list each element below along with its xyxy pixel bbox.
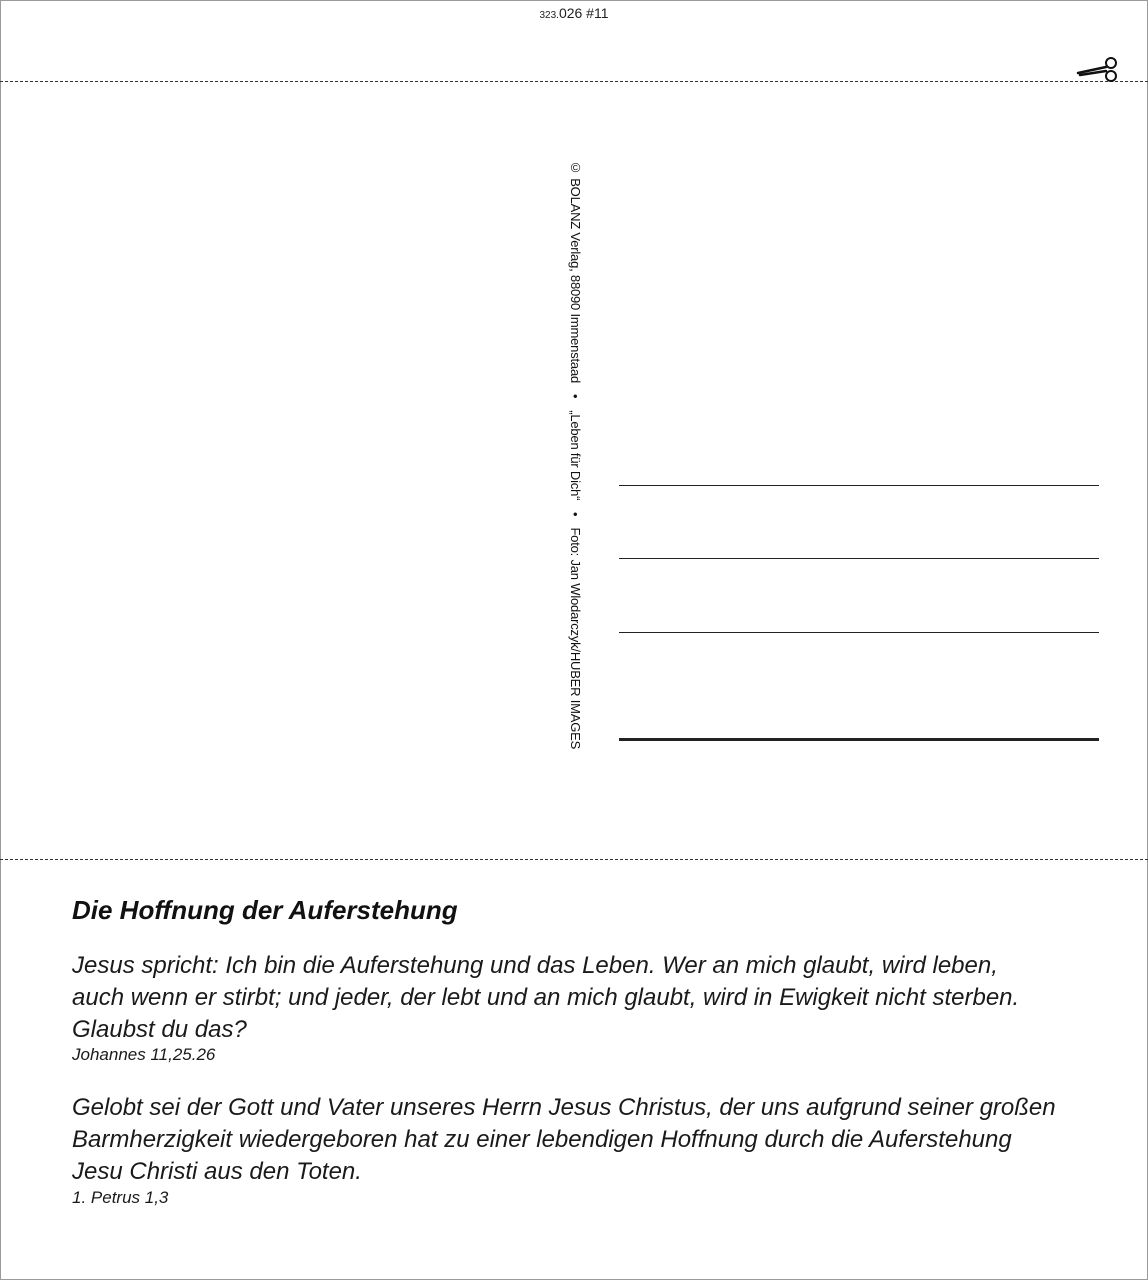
verse-2-line: Barmherzigkeit wiedergeboren hat zu einer lebendigen Hoffnung durch die Auferstehung	[72, 1126, 1012, 1153]
credit-photo: Foto: Jan Wlodarczyk/HUBER IMAGES	[568, 527, 583, 750]
address-line-1	[619, 485, 1099, 486]
card-title: Die Hoffnung der Auferstehung	[72, 895, 458, 925]
address-line-4	[619, 738, 1099, 741]
credit-series: „Leben für Dich“	[568, 410, 583, 501]
verse-2-reference: 1. Petrus 1,3	[72, 1188, 169, 1207]
product-code-prefix: 323.	[539, 10, 559, 21]
copyright-credit	[568, 160, 583, 749]
verse-1	[72, 950, 1072, 1046]
verse-1-line: Glaubst du das?	[72, 1016, 247, 1043]
scissors-icon	[1076, 55, 1120, 83]
verse-1-line: auch wenn er stirbt; und jeder, der lebt und an mich glaubt, wird in Ewigkeit nicht sterben.	[72, 984, 1020, 1011]
credit-separator: •	[568, 394, 583, 399]
verse-2	[72, 1092, 1072, 1188]
verse-2-line: Gelobt sei der Gott und Vater unseres Herrn Jesus Christus, der uns aufgrund seiner großen	[72, 1094, 1056, 1121]
credit-separator: •	[568, 511, 583, 517]
verse-1-reference: Johannes 11,25.26	[72, 1045, 216, 1064]
verse-1-line: Jesus spricht: Ich bin die Auferstehung und das Leben. Wer an mich glaubt, wird leben,	[72, 952, 998, 979]
verse-2-line: Jesu Christi aus den Toten.	[72, 1158, 362, 1185]
address-line-3	[619, 632, 1099, 633]
product-code	[0, 5, 1148, 21]
top-cut-line	[0, 81, 1148, 82]
product-code-number: 026 #11	[558, 5, 609, 21]
credit-publisher: © BOLANZ Verlag, 88090 Immenstaad	[568, 160, 583, 384]
bottom-cut-line	[0, 859, 1148, 860]
address-line-2	[619, 558, 1099, 559]
